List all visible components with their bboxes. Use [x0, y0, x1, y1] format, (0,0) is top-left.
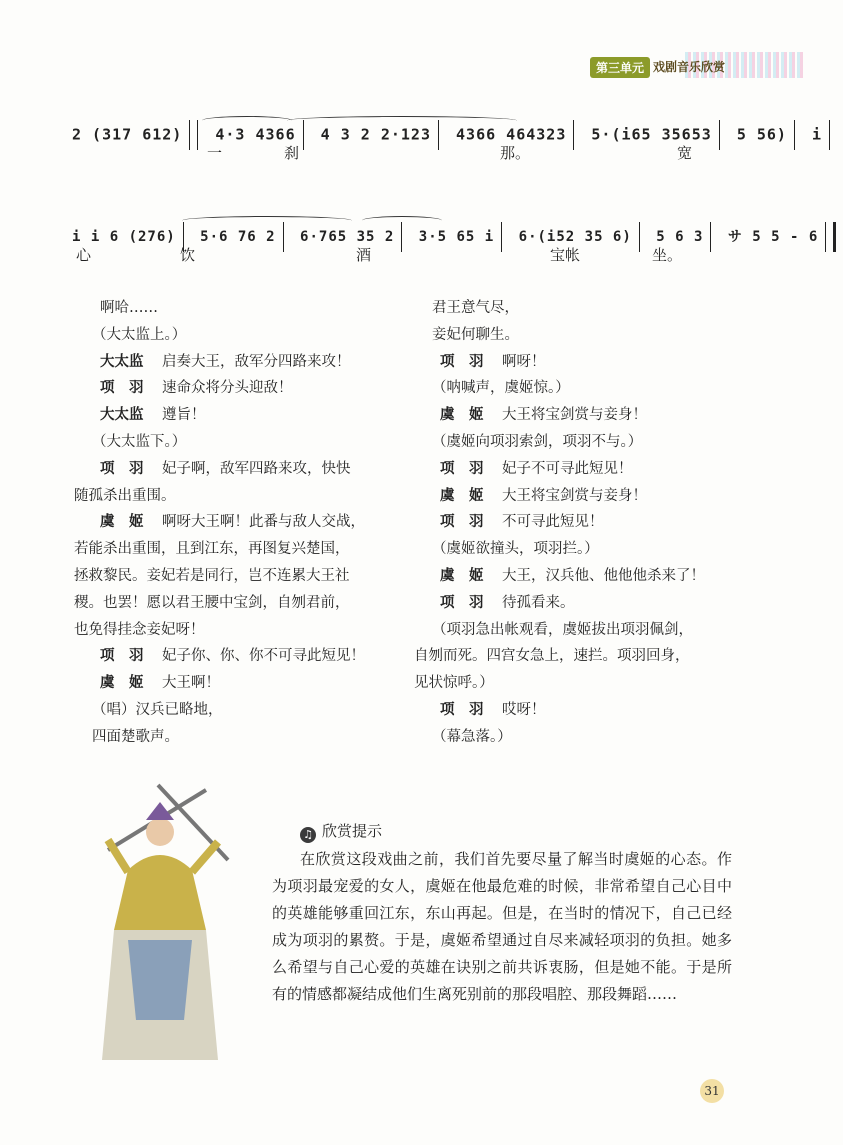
script-line [432, 295, 740, 322]
hint-body [272, 846, 732, 1008]
line-text: 妃子啊，敌军四路来攻，快快 [162, 460, 351, 477]
measure: i i 6 (276) [72, 229, 176, 245]
measure: 2 (317 612) [72, 125, 183, 144]
script-line [74, 590, 400, 617]
script-line [440, 483, 740, 510]
script-line [100, 670, 400, 697]
score-lyrics [72, 142, 732, 164]
hint-paragraph: 在欣赏这段戏曲之前，我们首先要尽量了解当时虞姬的心态。作为项羽最宠爱的女人，虞姬在他最危难的时候，非常希望自己心目中的英雄能够重回江东，东山再起。但是，在当时的情况下，自己已经成为项羽的累赘。于是，虞姬希望通过自尽来减轻项羽的负担。她多么希望与自己心爱的英雄在诀别之前共诉衷肠，但是她不能。于是所有的情感都凝结成他们生离死别前的那段唱腔、那段舞蹈…… [272, 850, 732, 1003]
line-text: 啊呀大王啊！此番与敌人交战， [162, 514, 365, 531]
lyric: 酒 [356, 246, 372, 264]
measure: 3·5 65 i [418, 229, 495, 245]
role-name: 项 羽 [440, 514, 484, 531]
measure: 6·(i52 35 6) [518, 229, 632, 245]
line-text: 大王将宝剑赏与妾身！ [502, 407, 647, 424]
script-line [440, 563, 740, 590]
script-line [440, 697, 740, 724]
chapter-header [485, 52, 805, 78]
line-text: 啊呀！ [502, 353, 546, 370]
script-line [100, 349, 400, 376]
lyric: 宽 [677, 144, 693, 162]
measure: 5 56) [736, 125, 787, 144]
script-line [100, 509, 400, 536]
line-text: （虞姬向项羽索剑，项羽不与。） [432, 433, 643, 450]
score-notes [72, 222, 819, 245]
role-name: 大太监 [100, 407, 144, 424]
line-text: 遵旨！ [162, 407, 206, 424]
line-text: 随孤杀出重围。 [74, 487, 176, 504]
script-line [432, 429, 740, 456]
script-line [92, 322, 400, 349]
measure: 6·765 35 2 [300, 229, 395, 245]
line-text: 拯救黎民。妾妃若是同行，岂不连累大王社 [74, 567, 350, 584]
line-text: 啊哈…… [100, 300, 158, 316]
lyric: 一 [207, 144, 223, 162]
script-line [74, 617, 400, 644]
line-text: 不可寻此短见！ [502, 514, 604, 531]
music-note-icon: ♫ [300, 827, 316, 843]
score-row-1 [72, 120, 823, 164]
script-line [92, 724, 400, 751]
role-name: 虞 姬 [100, 675, 144, 692]
chapter-title: 戏剧音乐欣赏 [652, 60, 725, 74]
script-right-column [414, 295, 740, 751]
line-text: 大王啊！ [162, 675, 220, 692]
role-name: 项 羽 [440, 701, 484, 718]
role-name: 项 羽 [440, 353, 484, 370]
line-text: 大王，汉兵他、他他他杀来了！ [502, 567, 705, 584]
script-line [440, 349, 740, 376]
script-line [74, 536, 400, 563]
role-name: 项 羽 [440, 594, 484, 611]
role-name: 项 羽 [100, 380, 144, 397]
script-line [432, 375, 740, 402]
script-line [100, 643, 400, 670]
lyric: 坐。 [652, 246, 683, 264]
line-text: （虞姬欲撞头，项羽拦。） [432, 541, 599, 558]
line-text: 妃子不可寻此短见！ [502, 460, 633, 477]
measure: 4 3 2 2·123 [320, 125, 431, 144]
lyric: 饮 [180, 246, 196, 264]
line-text: 妃子你、你、你不可寻此短见！ [162, 648, 365, 665]
lyric: 那。 [500, 144, 531, 162]
script-line [440, 509, 740, 536]
role-name: 项 羽 [100, 648, 144, 665]
measure: 5·(i65 35653 [591, 125, 712, 144]
line-text: 大王将宝剑赏与妾身！ [502, 487, 647, 504]
hint-title [300, 820, 382, 843]
role-name: 大太监 [100, 353, 144, 370]
measure: 4·3 4366 [215, 125, 296, 144]
measure: サ 5 5 - 6 [727, 229, 819, 245]
line-text: 君王意气尽， [432, 300, 519, 316]
score-lyrics [72, 244, 752, 266]
line-text: （幕急落。） [432, 728, 512, 745]
measure: i [812, 125, 823, 144]
line-text: （大太监下。） [92, 433, 187, 450]
line-text: 自刎而死。四宫女急上，速拦。项羽回身， [414, 648, 690, 665]
lyric: 宝帐 [550, 246, 581, 264]
lyric: 心 [76, 246, 92, 264]
line-text: 哎呀！ [502, 701, 546, 718]
script-line [74, 563, 400, 590]
script-line [92, 429, 400, 456]
measure: 5 6 3 [656, 229, 704, 245]
script-line [440, 456, 740, 483]
role-name: 虞 姬 [440, 567, 484, 584]
line-text: 待孤看来。 [502, 594, 575, 611]
script-line [414, 670, 740, 697]
page-number: 31 [700, 1079, 724, 1103]
line-text: （大太监上。） [92, 326, 187, 343]
script-line [432, 724, 740, 751]
line-text: （项羽急出帐观看，虞姬拔出项羽佩剑， [432, 621, 693, 638]
role-name: 虞 姬 [440, 407, 484, 424]
script-line [440, 590, 740, 617]
measure: 5·6 76 2 [200, 229, 276, 245]
script-line [100, 375, 400, 402]
line-text: 启奏大王，敌军分四路来攻！ [162, 353, 351, 370]
line-text: 稷。也罢！愿以君王腰中宝剑，自刎君前， [74, 594, 350, 611]
yu-ji-figure-image [88, 780, 248, 1070]
script-line [100, 295, 400, 322]
script-line [440, 402, 740, 429]
line-text: 也免得挂念妾妃呀！ [74, 621, 205, 638]
line-text: 四面楚歌声。 [92, 728, 179, 745]
hint-title-text: 欣赏提示 [322, 822, 383, 840]
script-line [414, 643, 740, 670]
script-line [432, 322, 740, 349]
line-text: （呐喊声，虞姬惊。） [432, 380, 570, 397]
measure: 4366 464323 [456, 125, 567, 144]
line-text: 速命众将分头迎敌！ [162, 380, 293, 397]
lyric: 刹 [284, 144, 300, 162]
role-name: 项 羽 [100, 460, 144, 477]
script-left-column [74, 295, 400, 751]
script-line [100, 456, 400, 483]
script-line [74, 483, 400, 510]
line-text: 妾妃何聊生。 [432, 326, 519, 343]
line-text: （唱）汉兵已略地， [92, 701, 223, 718]
script-line [432, 536, 740, 563]
script-line [100, 402, 400, 429]
role-name: 虞 姬 [100, 514, 144, 531]
line-text: 见状惊呼。） [414, 675, 494, 692]
unit-badge: 第三单元 [590, 57, 650, 78]
score-row-2 [72, 222, 819, 266]
role-name: 虞 姬 [440, 487, 484, 504]
script-line [92, 697, 400, 724]
role-name: 项 羽 [440, 460, 484, 477]
script-line [432, 617, 740, 644]
line-text: 若能杀出重围，且到江东，再图复兴楚国， [74, 541, 350, 558]
